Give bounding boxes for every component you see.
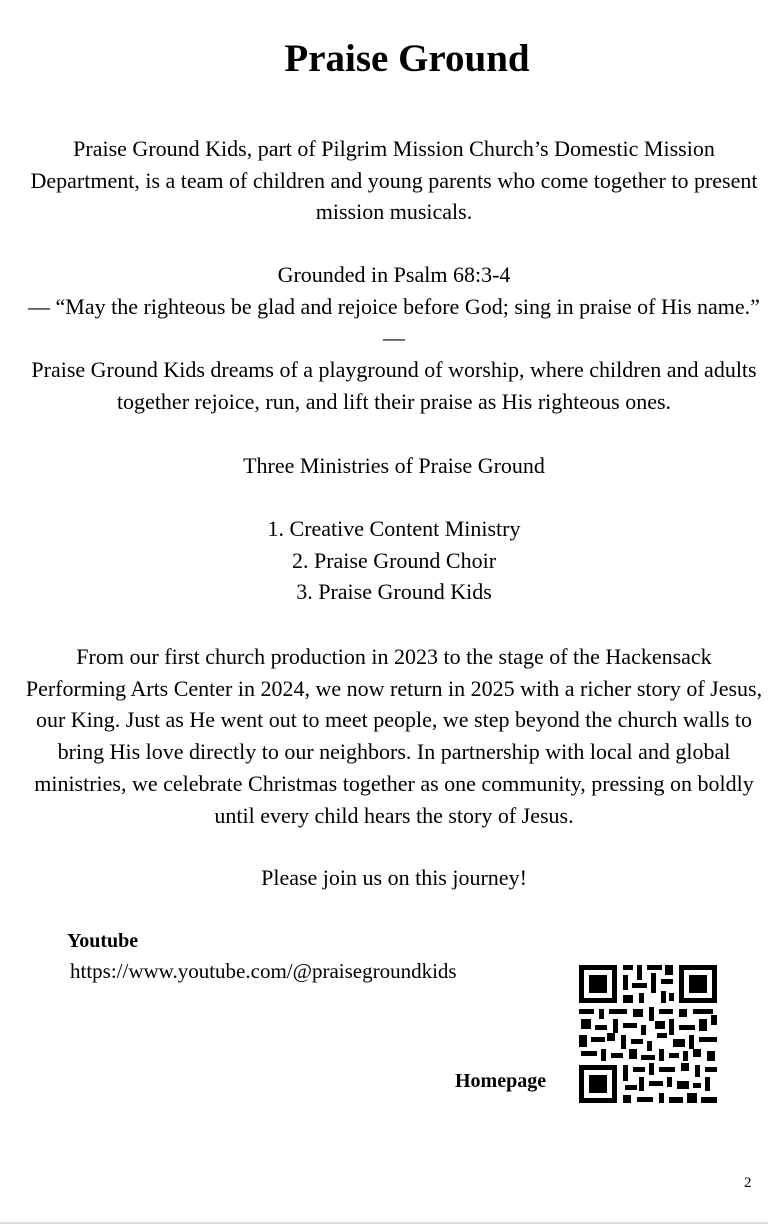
- youtube-link[interactable]: https://www.youtube.com/@praisegroundkids: [70, 959, 457, 983]
- list-item: 3. Praise Ground Kids: [296, 579, 492, 605]
- youtube-label: Youtube: [67, 930, 139, 952]
- scripture-quote: — “May the righteous be glad and rejoice before God; sing in praise of His name.” —: [28, 293, 760, 351]
- ministries-heading-block: [24, 450, 764, 482]
- story-section: [24, 641, 764, 831]
- ministries-heading: Three Ministries of Praise Ground: [243, 453, 545, 478]
- intro-section: [24, 133, 764, 228]
- vision-statement: Praise Ground Kids dreams of a playground of worship, where children and adults together rejoice, run, and lift their praise as His righteous ones.: [31, 357, 757, 414]
- ministries-list: [24, 513, 764, 608]
- page-number: 2: [744, 1175, 752, 1191]
- closing-line: Please join us on this journey!: [261, 865, 527, 890]
- scripture-reference: Grounded in Psalm 68:3-4: [277, 262, 511, 287]
- page-title: Praise Ground: [284, 37, 530, 80]
- qr-code-icon[interactable]: [577, 963, 719, 1105]
- homepage-label: Homepage: [455, 1070, 547, 1092]
- intro-paragraph: Praise Ground Kids, part of Pilgrim Mission Church’s Domestic Mission Department, is a team of children and young parents who come together to present mission musicals.: [30, 136, 758, 225]
- list-item: 1. Creative Content Ministry: [267, 516, 521, 541]
- page-bottom-divider: [0, 1222, 768, 1224]
- list-item: 2. Praise Ground Choir: [291, 547, 497, 573]
- story-paragraph: From our first church production in 2023 to the stage of the Hackensack Performing Arts Center in 2024, we now return in 2025 with a richer story of Jesus, our King. Just as He went out to meet people, we step beyond the church walls to bring His love directly to our neighbors. In partnership with local and global ministries, we celebrate Christmas together as one community, pressing on boldly until every child hears the story of Jesus.: [25, 644, 763, 828]
- closing-section: [24, 862, 764, 894]
- scripture-section: [24, 259, 764, 418]
